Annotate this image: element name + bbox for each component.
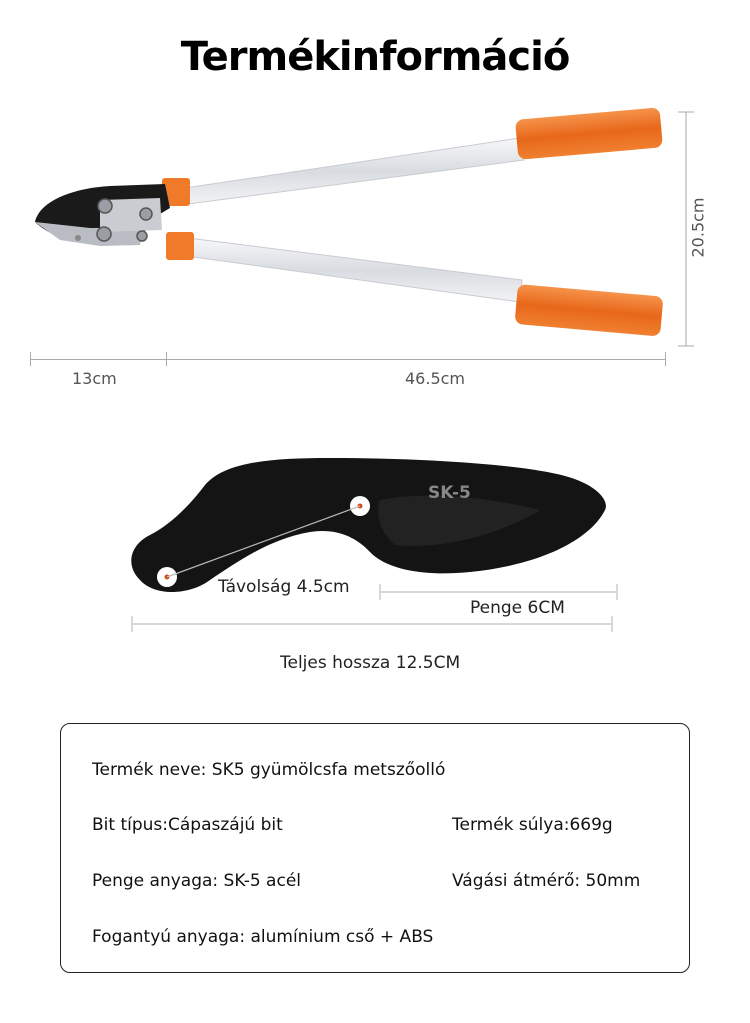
- handle-dimension-line: [166, 359, 665, 360]
- distance-label: Távolság 4.5cm: [218, 577, 350, 597]
- handle-material: Fogantyú anyaga: alumínium cső + ABS: [92, 927, 434, 947]
- bit-type: Bit típus:Cápaszájú bit: [92, 815, 283, 835]
- product-name: Termék neve: SK5 gyümölcsfa metszőolló: [92, 760, 446, 780]
- loppers-image: [0, 100, 750, 350]
- page-title: Termékinformáció: [180, 34, 570, 80]
- total-length-label: Teljes hossza 12.5CM: [280, 653, 461, 673]
- blade-length-label: Penge 6CM: [470, 598, 565, 618]
- product-weight: Termék súlya:669g: [452, 815, 613, 835]
- blade-engraving: SK-5: [428, 483, 471, 503]
- blade-material: Penge anyaga: SK-5 acél: [92, 871, 301, 891]
- handle-length-label: 46.5cm: [405, 369, 466, 388]
- head-length-label: 13cm: [72, 369, 117, 388]
- dim-tick-right: [665, 352, 666, 366]
- height-dimension: 20.5cm: [688, 197, 708, 258]
- head-dimension-line: [30, 359, 166, 360]
- cutting-diameter: Vágási átmérő: 50mm: [452, 871, 641, 891]
- blade-image: [0, 440, 750, 640]
